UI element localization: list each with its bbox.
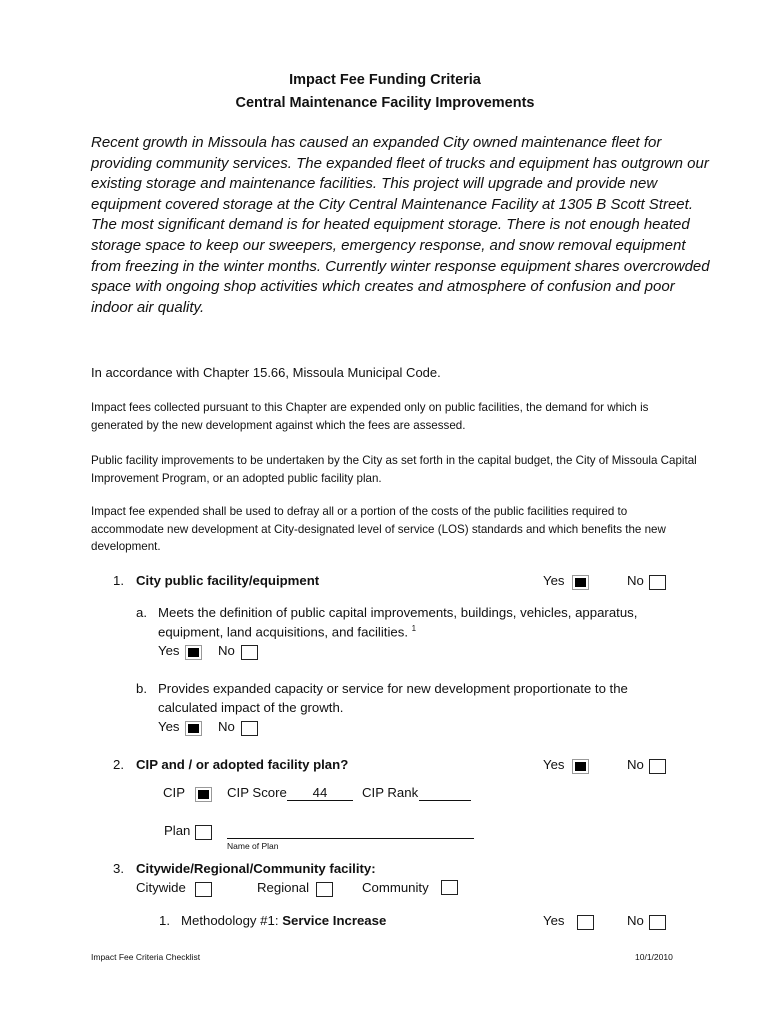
item-1b-no-label: No: [218, 719, 235, 734]
regional-label: Regional: [257, 880, 310, 895]
intro-paragraph: Recent growth in Missoula has caused an expanded City owned maintenance fleet for providing community services. The expanded fleet of trucks and equipment has outgrown our existing storage and maintenance facilities. This project will upgrade and provide new equipment covered storage at the City Central Maintenance Facility at 1305 B Scott Street. The most significant demand is for heated equipment storage. There is not enough heated storage space to keep our sweepers, emergency response, and snow removal equipment from freezing in the winter months. Currently winter response equipment shares overcrowded space with ongoing shop activities which creates and atmosphere of confusion and poor indoor air quality.: [91, 134, 710, 316]
citywide-label: Citywide: [136, 880, 186, 895]
community-checkbox[interactable]: [441, 880, 458, 895]
plan-checkbox[interactable]: [195, 825, 212, 840]
cip-rank-line[interactable]: [419, 800, 471, 801]
footnote-marker: 1: [411, 624, 417, 633]
item-1b-line1: Provides expanded capacity or service for new development proportionate to the: [158, 681, 628, 696]
cip-score-label: CIP Score: [227, 785, 287, 800]
methodology-number: 1.: [159, 913, 170, 928]
item-1a-yes-label: Yes: [158, 643, 180, 658]
item-2-no-checkbox[interactable]: [649, 759, 666, 774]
footer-date: 10/1/2010: [635, 952, 673, 962]
plan-name-line[interactable]: [227, 838, 474, 839]
methodology-label: Methodology #1: Service Increase: [181, 913, 387, 928]
accordance-statement: In accordance with Chapter 15.66, Missoula Municipal Code.: [91, 365, 441, 380]
plan-label: Plan: [164, 823, 191, 838]
cip-score-line: [287, 800, 353, 801]
cip-rank-label: CIP Rank: [362, 785, 419, 800]
item-1a-line1: Meets the definition of public capital improvements, buildings, vehicles, apparatus,: [158, 605, 638, 620]
methodology-no-label: No: [627, 913, 644, 928]
item-1b-letter: b.: [136, 681, 147, 696]
item-2-yes-checkbox[interactable]: [572, 759, 589, 774]
item-1a-line2: equipment, land acquisitions, and facilities. $^1$: [158, 624, 417, 640]
name-of-plan-caption: Name of Plan: [227, 841, 279, 851]
item-1b-line2: calculated impact of the growth.: [158, 700, 344, 715]
document-subtitle: Central Maintenance Facility Improvements: [235, 95, 535, 111]
regional-checkbox[interactable]: [316, 882, 333, 897]
methodology-yes-checkbox[interactable]: [577, 915, 594, 930]
citywide-checkbox[interactable]: [195, 882, 212, 897]
item-1a-no-label: No: [218, 643, 235, 658]
item-3-label: Citywide/Regional/Community facility:: [136, 861, 376, 876]
item-2-label: CIP and / or adopted facility plan?: [136, 757, 349, 772]
paragraph-expended: Impact fees collected pursuant to this Chapter are expended only on public facilities, the demand for which is generated by the new development against which the fees are assessed.: [91, 401, 649, 432]
document-title: Impact Fee Funding Criteria: [289, 72, 481, 88]
paragraph-defray: Impact fee expended shall be used to defray all or a portion of the costs of the public facilities required to accommodate new development at City-designated level of service (LOS) standards and which benefits the new development.: [91, 505, 666, 553]
footer-title: Impact Fee Criteria Checklist: [91, 952, 201, 962]
item-1-label: City public facility/equipment: [136, 573, 320, 588]
item-1-no-label: No: [627, 573, 644, 588]
item-1a-no-checkbox[interactable]: [241, 645, 258, 660]
item-1b-no-checkbox[interactable]: [241, 721, 258, 736]
cip-label: CIP: [163, 785, 185, 800]
item-1a-letter: a.: [136, 605, 147, 620]
methodology-no-checkbox[interactable]: [649, 915, 666, 930]
cip-checkbox[interactable]: [195, 787, 212, 802]
item-2-no-label: No: [627, 757, 644, 772]
item-1b-yes-label: Yes: [158, 719, 180, 734]
item-2-yes-label: Yes: [543, 757, 565, 772]
item-1b-yes-checkbox[interactable]: [185, 721, 202, 736]
item-3-number: 3.: [113, 861, 124, 876]
cip-score-value[interactable]: 44: [312, 785, 328, 800]
item-1-yes-label: Yes: [543, 573, 565, 588]
community-label: Community: [362, 880, 429, 895]
methodology-yes-label: Yes: [543, 913, 565, 928]
item-1-yes-checkbox[interactable]: [572, 575, 589, 590]
item-2-number: 2.: [113, 757, 124, 772]
item-1-number: 1.: [113, 573, 124, 588]
item-1a-yes-checkbox[interactable]: [185, 645, 202, 660]
item-1-no-checkbox[interactable]: [649, 575, 666, 590]
paragraph-improvements: Public facility improvements to be undertaken by the City as set forth in the capital budget, the City of Missoula Capital Improvement Program, or an adopted public facility plan.: [91, 454, 697, 485]
